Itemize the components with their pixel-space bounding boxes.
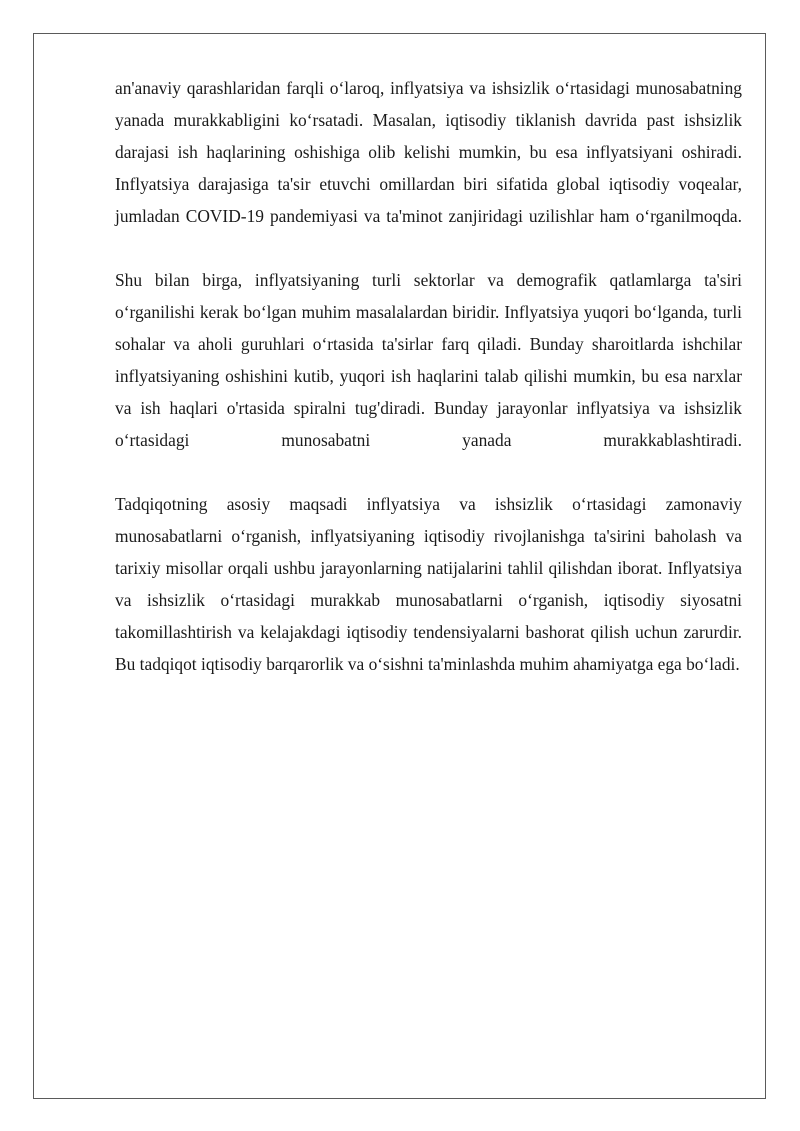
paragraph-2: Shu bilan birga, inflyatsiyaning turli sektorlar va demografik qatlamlarga ta'siri o‘rganilishi kerak bo‘lgan muhim masalalardan biridir. Inflyatsiya yuqori bo‘lganda, turli sohalar va aholi guruhlari o‘rtasida ta'sirlar farq qiladi. Bunday sharoitlarda ishchilar inflyatsiyaning oshishini kutib, yuqori ish haqlarini talab qilishi mumkin, bu esa narxlar va ish haqlari o'rtasida spiralni tug'diradi. Bunday jarayonlar inflyatsiya va ishsizlik o‘rtasidagi munosabatni yanada murakkablashtiradi. [115, 270, 742, 450]
paragraph-3: Tadqiqotning asosiy maqsadi inflyatsiya va ishsizlik o‘rtasidagi zamonaviy munosabatlarni o‘rganish, inflyatsiyaning iqtisodiy rivojlanishga ta'sirini baholash va tarixiy misollar orqali ushbu jarayonlarning natijalarini tahlil qilishdan iborat. Inflyatsiya va ishsizlik o‘rtasidagi murakkab munosabatlarni o‘rganish, iqtisodiy siyosatni takomillashtirish va kelajakdagi iqtisodiy tendensiyalarni bashorat qilish uchun zarurdir. Bu tadqiqot iqtisodiy barqarorlik va o‘sishni ta'minlashda muhim ahamiyatga ega bo‘ladi. [115, 494, 742, 674]
document-body [115, 72, 742, 712]
paragraph-1: an'anaviy qarashlaridan farqli o‘laroq, inflyatsiya va ishsizlik o‘rtasidagi munosabatning yanada murakkabligini ko‘rsatadi. Masalan, iqtisodiy tiklanish davrida past ishsizlik darajasi ish haqlarining oshishiga olib kelishi mumkin, bu esa inflyatsiyani oshiradi. Inflyatsiya darajasiga ta'sir etuvchi omillardan biri sifatida global iqtisodiy voqealar, jumladan COVID-19 pandemiyasi va ta'minot zanjiridagi uzilishlar ham o‘rganilmoqda. [115, 78, 742, 226]
